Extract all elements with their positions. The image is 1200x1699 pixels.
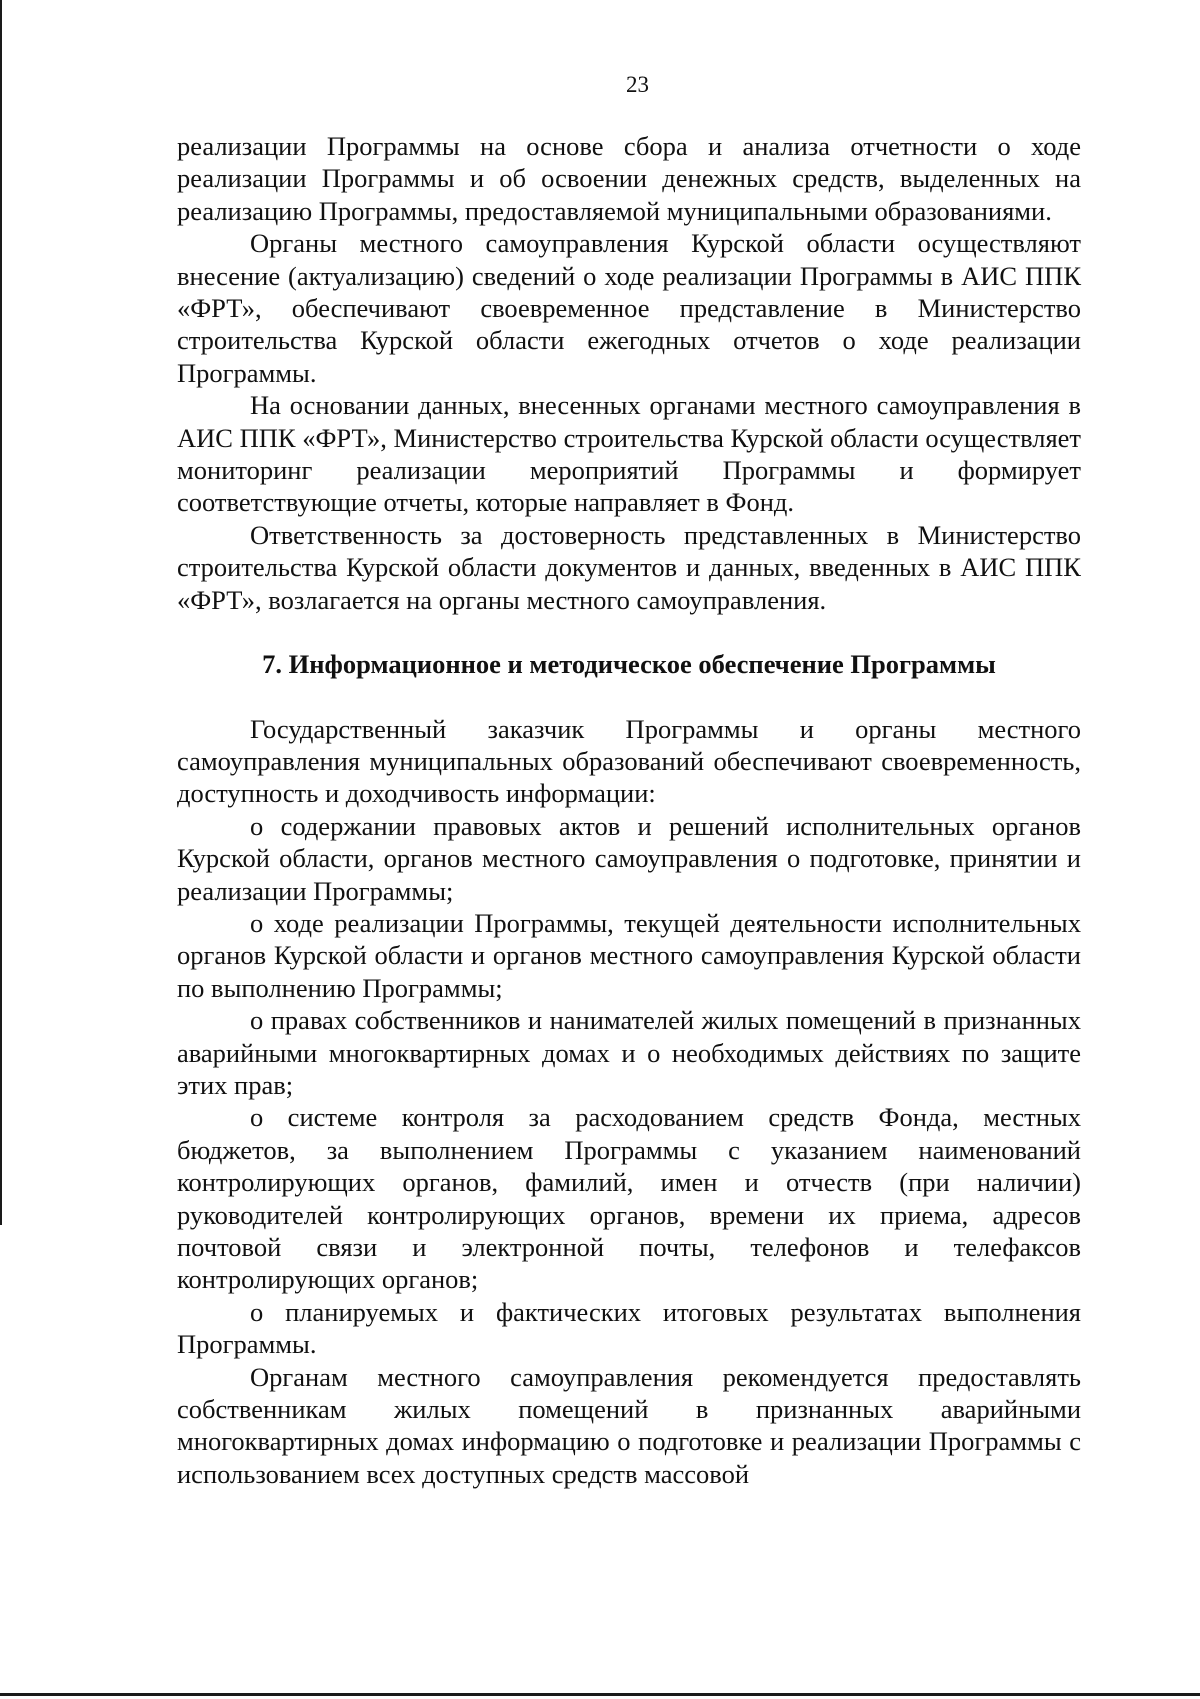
scan-border-bottom [0,1693,1200,1696]
paragraph: реализации Программы на основе сбора и анализа отчетности о ходе реализации Программы и об освоении денежных средств, выделенных на реализацию Программы, предоставляемой муниципальными образованиями. [177,131,1081,226]
paragraph: Ответственность за достоверность представленных в Министерство строительства Курской области документов и данных, введенных в АИС ППК «ФРТ», возлагается на органы местного самоуправления. [177,519,1081,615]
document-body [177,130,1081,1490]
list-item: о ходе реализации Программы, текущей деятельности исполнительных органов Курской области и органов местного самоуправления Курской области по выполнению Программы; [177,907,1081,1003]
list-item: о системе контроля за расходованием средств Фонда, местных бюджетов, за выполнением Программы с указанием наименований контролирующих органов, фамилий, имен и отчеств (при наличии) руководителей контролирующих органов, времени их приема, адресов почтовой связи и электронной почты, телефонов и телефаксов контролирующих органов; [177,1102,1081,1295]
paragraph: Органам местного самоуправления рекомендуется предоставлять собственникам жилых помещений в признанных аварийными многоквартирных домах информацию о подготовке и реализации Программы с использованием всех доступных средств массовой [177,1361,1081,1489]
paragraph: На основании данных, внесенных органами местного самоуправления в АИС ППК «ФРТ», Министерство строительства Курской области осуществляет мониторинг реализации мероприятий Программы и формирует соответствующие отчеты, которые направляет в Фонд. [177,390,1081,518]
list-item: о планируемых и фактических итоговых результатах выполнения Программы. [177,1296,1081,1360]
paragraph: Государственный заказчик Программы и органы местного самоуправления муниципальных образований обеспечивают своевременность, доступность и доходчивость информации: [177,713,1081,809]
scan-border-left [0,0,2,1225]
page-number: 23 [626,72,649,97]
paragraph: Органы местного самоуправления Курской области осуществляют внесение (актуализацию) сведений о ходе реализации Программы в АИС ППК «ФРТ», обеспечивают своевременное представление в Министерство строительства Курской области ежегодных отчетов о ходе реализации Программы. [177,228,1081,388]
list-item: о правах собственников и нанимателей жилых помещений в признанных аварийными многоквартирных домах и о необходимых действиях по защите этих прав; [177,1005,1081,1100]
section-heading: 7. Информационное и методическое обеспечение Программы [262,649,996,680]
list-item: о содержании правовых актов и решений исполнительных органов Курской области, органов местного самоуправления о подготовке, принятии и реализации Программы; [177,810,1081,906]
